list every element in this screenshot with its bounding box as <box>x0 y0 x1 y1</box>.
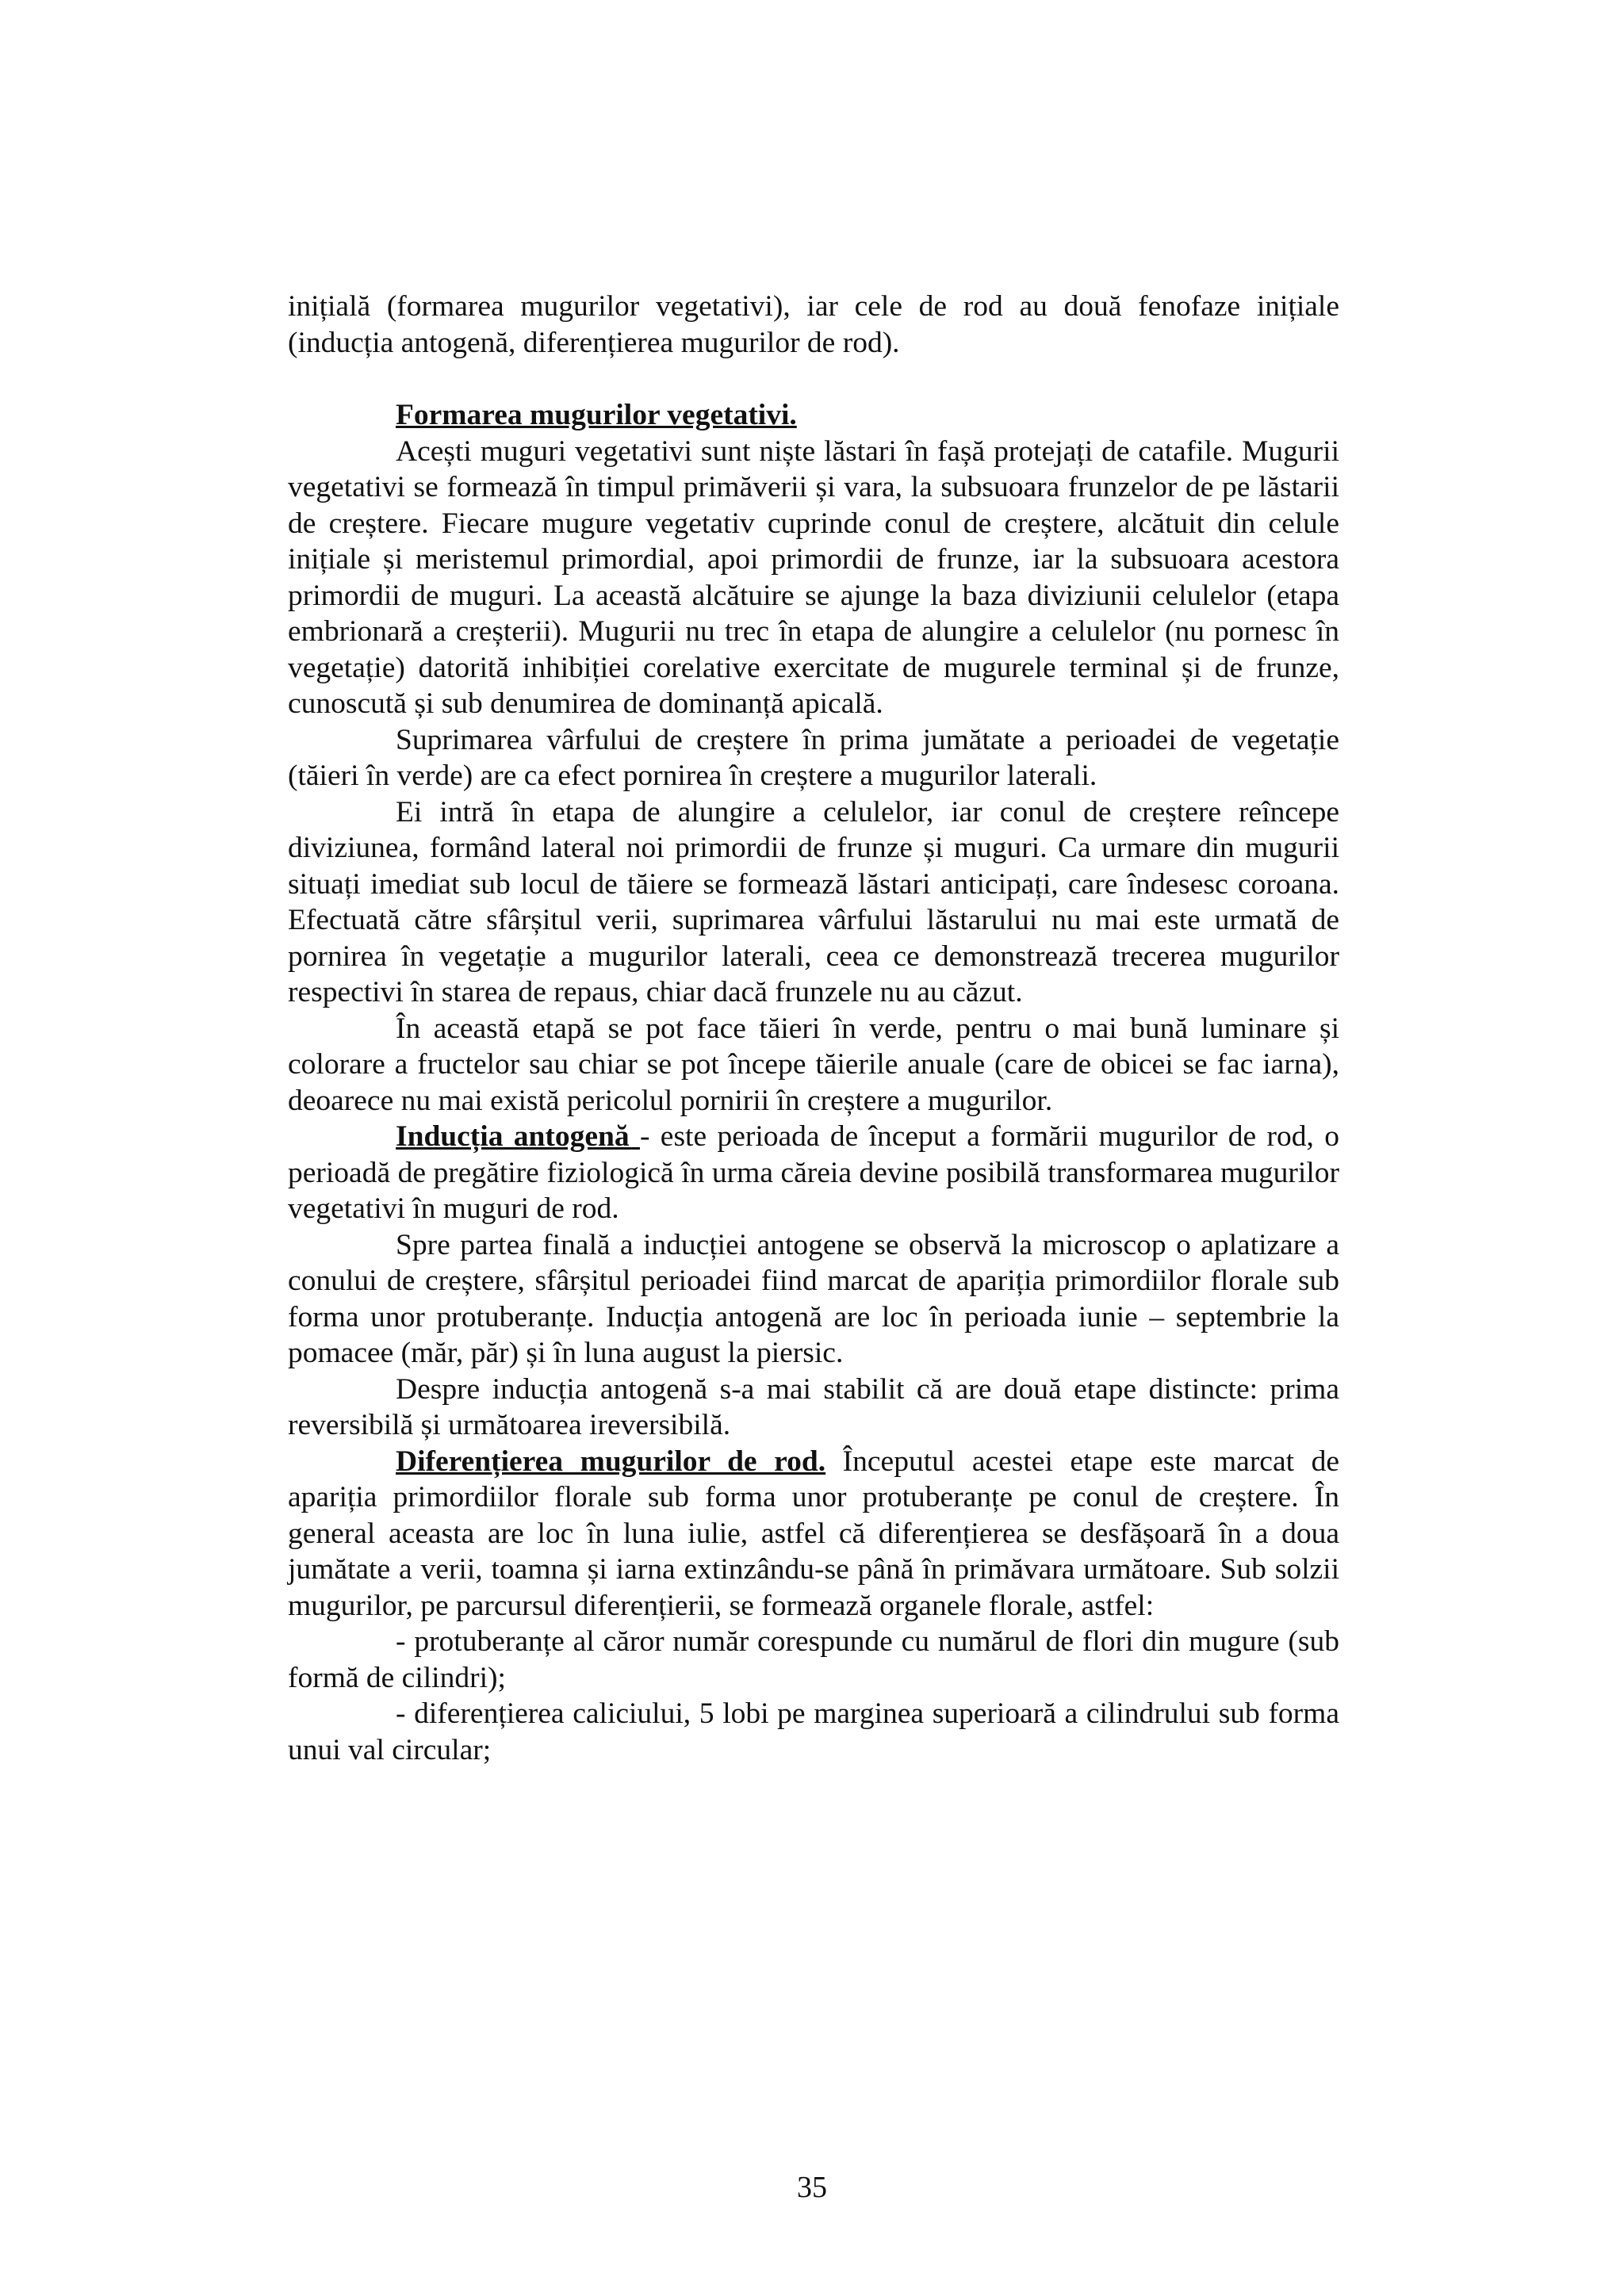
paragraph-text: Ei intră în etapa de alungire a celulelor, iar conul de creștere reîncepe diviziunea, formând lateral noi primordii de frunze și muguri. Ca urmare din mugurii situați imediat sub locul de tăiere se formează lăstari anticipați, care îndesesc coroana. Efectuată către sfârșitul verii, suprimarea vârfului lăstarului nu mai este urmată de pornirea în vegetație a mugurilor laterali, ceea ce demonstrează trecerea mugurilor respectivi în starea de repaus, chiar dacă frunzele nu au căzut. <box>288 795 1339 1008</box>
paragraph-differentiation <box>288 1444 1339 1624</box>
paragraph-antogenic-induction <box>288 1119 1339 1227</box>
list-item-calyx <box>288 1696 1339 1768</box>
heading-text: Formarea mugurilor vegetativi. <box>396 399 797 431</box>
paragraph-text: inițială (formarea mugurilor vegetativi), iar cele de rod au două fenofaze inițiale (inducția antogenă, diferențierea mugurilor de rod). <box>288 290 1339 359</box>
paragraph-text: Suprimarea vârfului de creștere în prima jumătate a perioadei de vegetație (tăieri în verde) are ca efect pornirea în creștere a mugurilor laterali. <box>288 723 1339 792</box>
page-number: 35 <box>797 2171 827 2204</box>
section-heading-vegetative-buds <box>288 397 1339 434</box>
paragraph-text: Despre inducția antogenă s-a mai stabilit că are două etape distincte: prima reversibilă și următoarea ireversibilă. <box>288 1372 1339 1441</box>
page-body <box>288 289 1339 1768</box>
paragraph-induction-final <box>288 1227 1339 1372</box>
paragraph-tip-removal <box>288 722 1339 794</box>
paragraph-cell-elongation <box>288 794 1339 1011</box>
paragraph-induction-stages <box>288 1372 1339 1444</box>
paragraph-text: Spre partea finală a inducției antogene se observă la microscop o aplatizare a conului de creștere, sfârșitul perioadei fiind marcat de apariția primordiilor florale sub forma unor protuberanțe. Inducția antogenă are loc în perioada iunie – septembrie la pomacee (măr, păr) și în luna august la piersic. <box>288 1228 1339 1369</box>
paragraph-text: - protuberanțe al căror număr corespunde cu numărul de flori din mugure (sub formă de cilindri); <box>288 1625 1339 1694</box>
paragraph-intro <box>288 289 1339 361</box>
list-item-protuberances <box>288 1624 1339 1696</box>
paragraph-vegetative-buds <box>288 434 1339 722</box>
paragraph-text: - diferențierea caliciului, 5 lobi pe marginea superioară a cilindrului sub forma unui val circular; <box>288 1697 1339 1766</box>
paragraph-text: În această etapă se pot face tăieri în verde, pentru o mai bună luminare și colorare a fructelor sau chiar se pot începe tăierile anuale (care de obicei se fac iarna), deoarece nu mai există pericolul pornirii în creștere a mugurilor. <box>288 1012 1339 1117</box>
paragraph-text: Începutul acestei etape este marcat de apariția primordiilor florale sub forma unor protuberanțe pe conul de creștere. În general aceasta are loc în luna iulie, astfel că diferențierea se desfășoară în a doua jumătate a verii, toamna și iarna extinzându-se până în primăvara următoare. Sub solzii mugurilor, pe parcursul diferențierii, se formează organele florale, astfel: <box>288 1445 1339 1622</box>
heading-text: Diferențierea mugurilor de rod. <box>396 1445 826 1478</box>
heading-text: Inducția antogenă <box>396 1120 640 1153</box>
paragraph-text: - este perioada de început a formării mugurilor de rod, o perioadă de pregătire fiziologică în urma căreia devine posibilă transformarea mugurilor vegetativi în muguri de rod. <box>288 1120 1339 1225</box>
paragraph-green-pruning <box>288 1011 1339 1119</box>
paragraph-text: Acești muguri vegetativi sunt niște lăstari în fașă protejați de catafile. Mugurii vegetativi se formează în timpul primăverii și vara, la subsuoara frunzelor de pe lăstarii de creștere. Fiecare mugure vegetativ cuprinde conul de creștere, alcătuit din celule inițiale și meristemul primordial, apoi primordii de frunze, iar la subsuoara acestora primordii de muguri. La această alcătuire se ajunge la baza diviziunii celulelor (etapa embrionară a creșterii). Mugurii nu trec în etapa de alungire a celulelor (nu pornesc în vegetație) datorită inhibiției corelative exercitate de mugurele terminal și de frunze, cunoscută și sub denumirea de dominanță apicală. <box>288 434 1339 720</box>
